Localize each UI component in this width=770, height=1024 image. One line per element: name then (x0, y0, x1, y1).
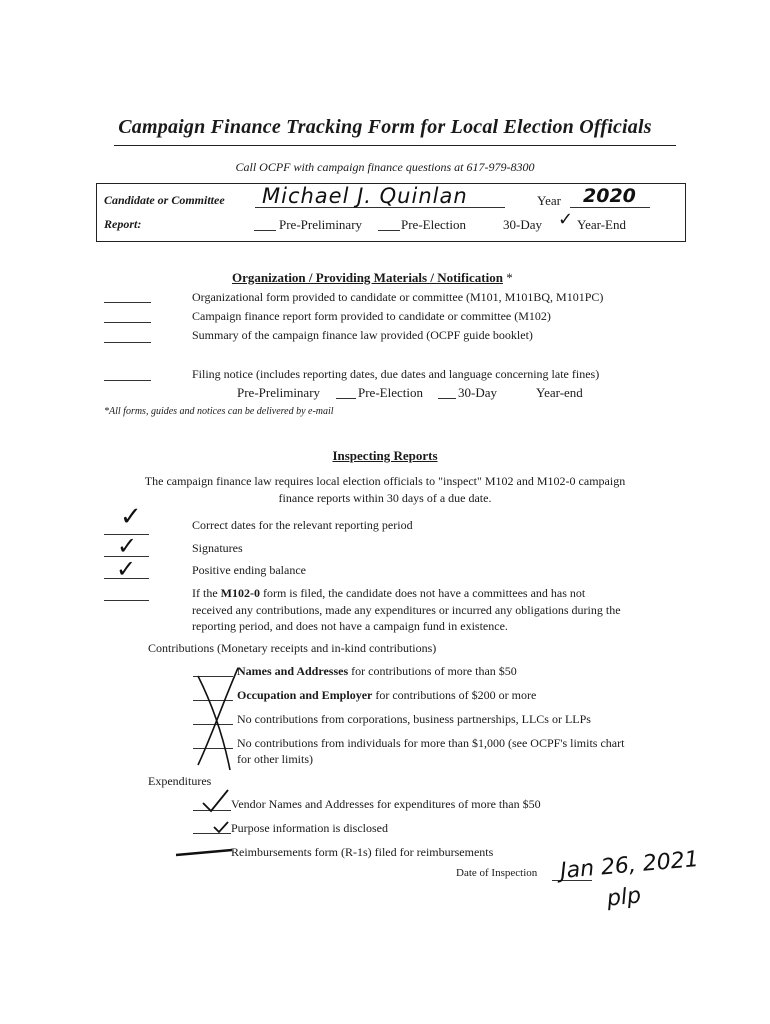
checkmark-ending-balance[interactable]: ✓ (116, 555, 137, 583)
m1020-line-1-rest: form is filed, the candidate does not have a committees and has not (259, 586, 586, 600)
contrib-item-4-line-2: for other limits) (237, 752, 313, 766)
inspecting-heading: Inspecting Reports (332, 448, 438, 463)
check-label-ending-balance: Positive ending balance (192, 563, 306, 577)
delivery-footnote: *All forms, guides and notices can be delivered by e-mail (104, 406, 334, 417)
m1020-form-code: M102-0 (220, 586, 260, 600)
date-of-inspection-value[interactable]: Jan 26, 2021 (559, 846, 700, 885)
m1020-prefix: If the (192, 586, 221, 600)
filing-notice: Filing notice (includes reporting dates, due dates and language concerning late fines) (192, 367, 600, 381)
option-30-day: 30-Day (503, 217, 542, 232)
candidate-label: Candidate or Committee (104, 193, 225, 207)
org-item-1: Organizational form provided to candidate or committee (M101, M101BQ, M101PC) (192, 290, 604, 304)
m1020-line-2: received any contributions, made any expenditures or incurred any obligations during the (192, 603, 621, 617)
filing-option-30-day: 30-Day (458, 385, 497, 400)
checkmark-correct-dates[interactable]: ✓ (120, 502, 142, 532)
blank-report-form[interactable] (104, 322, 151, 323)
blank-contrib-names[interactable] (193, 676, 233, 677)
contrib-item-1-bold: Names and Addresses (237, 664, 349, 678)
org-item-3: Summary of the campaign finance law provided (OCPF guide booklet) (192, 328, 533, 342)
checkmark-vendor-names (203, 790, 228, 811)
report-label: Report: (104, 217, 142, 231)
inspecting-intro-1: The campaign finance law requires local election officials to "inspect" M102 and M102-0 campaign (144, 474, 626, 488)
contrib-item-2-rest: for contributions of $200 or more (372, 688, 537, 702)
option-pre-election: Pre-Election (401, 217, 466, 232)
filing-option-pre-preliminary: Pre-Preliminary (237, 385, 321, 400)
option-pre-preliminary: Pre-Preliminary (279, 217, 363, 232)
check-label-correct-dates: Correct dates for the relevant reporting period (192, 518, 413, 532)
date-of-inspection-label: Date of Inspection (456, 867, 538, 879)
contrib-item-4: No contributions from individuals for more than $1,000 (see OCPF's limits chart (237, 736, 625, 750)
title-divider (114, 145, 676, 146)
blank-summary[interactable] (104, 342, 151, 343)
blank-purpose[interactable] (193, 833, 231, 834)
expend-item-1: Vendor Names and Addresses for expenditures of more than $50 (231, 797, 541, 811)
year-field-line (570, 207, 650, 208)
filing-option-pre-election: Pre-Election (358, 385, 423, 400)
year-field[interactable]: 2020 (583, 185, 636, 207)
contrib-cross-stroke-2 (198, 668, 238, 765)
filing-option-year-end: Year-end (536, 385, 583, 400)
checkmark-signatures[interactable]: ✓ (117, 532, 138, 560)
contrib-item-3: No contributions from corporations, business partnerships, LLCs or LLPs (237, 712, 591, 726)
organization-heading-text: Organization / Providing Materials / Notification (232, 270, 503, 285)
inspector-initials: plp (605, 883, 643, 912)
option-blank-pre-preliminary[interactable] (254, 230, 276, 231)
year-end-checkmark[interactable]: ✓ (558, 209, 574, 230)
blank-org-form[interactable] (104, 302, 151, 303)
filing-blank-30-day[interactable] (438, 398, 456, 399)
contrib-item-2 (237, 688, 536, 703)
form-title: Campaign Finance Tracking Form for Local Election Officials (118, 116, 652, 138)
m1020-line-3: reporting period, and does not have a campaign fund in existence. (192, 619, 508, 633)
blank-m1020[interactable] (104, 600, 149, 601)
help-line: Call OCPF with campaign finance questions at 617-979-8300 (235, 160, 535, 174)
blank-vendor-names[interactable] (193, 810, 231, 811)
organization-heading-mark: * (506, 270, 513, 285)
contrib-cross-stroke-1 (198, 676, 230, 770)
check-label-signatures: Signatures (192, 541, 243, 555)
blank-contrib-corporations[interactable] (193, 724, 233, 725)
expend-item-2: Purpose information is disclosed (231, 821, 388, 835)
checkmark-purpose (214, 822, 228, 832)
blank-contrib-individuals[interactable] (193, 748, 233, 749)
option-year-end: Year-End (577, 217, 626, 232)
m1020-line-1 (192, 586, 585, 601)
blank-contrib-occupation[interactable] (193, 700, 233, 701)
expenditures-heading: Expenditures (148, 774, 212, 788)
contrib-item-1-rest: for contributions of more than $50 (348, 664, 517, 678)
organization-heading (232, 269, 513, 287)
contributions-heading: Contributions (Monetary receipts and in-kind contributions) (148, 641, 437, 655)
candidate-name-field[interactable]: Michael J. Quinlan (262, 184, 468, 208)
expend-item-3: Reimbursements form (R-1s) filed for reimbursements (231, 845, 494, 859)
inspecting-intro-2: finance reports within 30 days of a due date. (278, 491, 492, 505)
contrib-item-2-bold: Occupation and Employer (237, 688, 373, 702)
year-label: Year (537, 193, 561, 208)
filing-blank-pre-election[interactable] (336, 398, 356, 399)
blank-filing-notice[interactable] (104, 380, 151, 381)
contrib-item-1 (237, 664, 517, 679)
dash-reimbursements (176, 850, 232, 855)
org-item-2: Campaign finance report form provided to candidate or committee (M102) (192, 309, 551, 323)
option-blank-pre-election[interactable] (378, 230, 400, 231)
